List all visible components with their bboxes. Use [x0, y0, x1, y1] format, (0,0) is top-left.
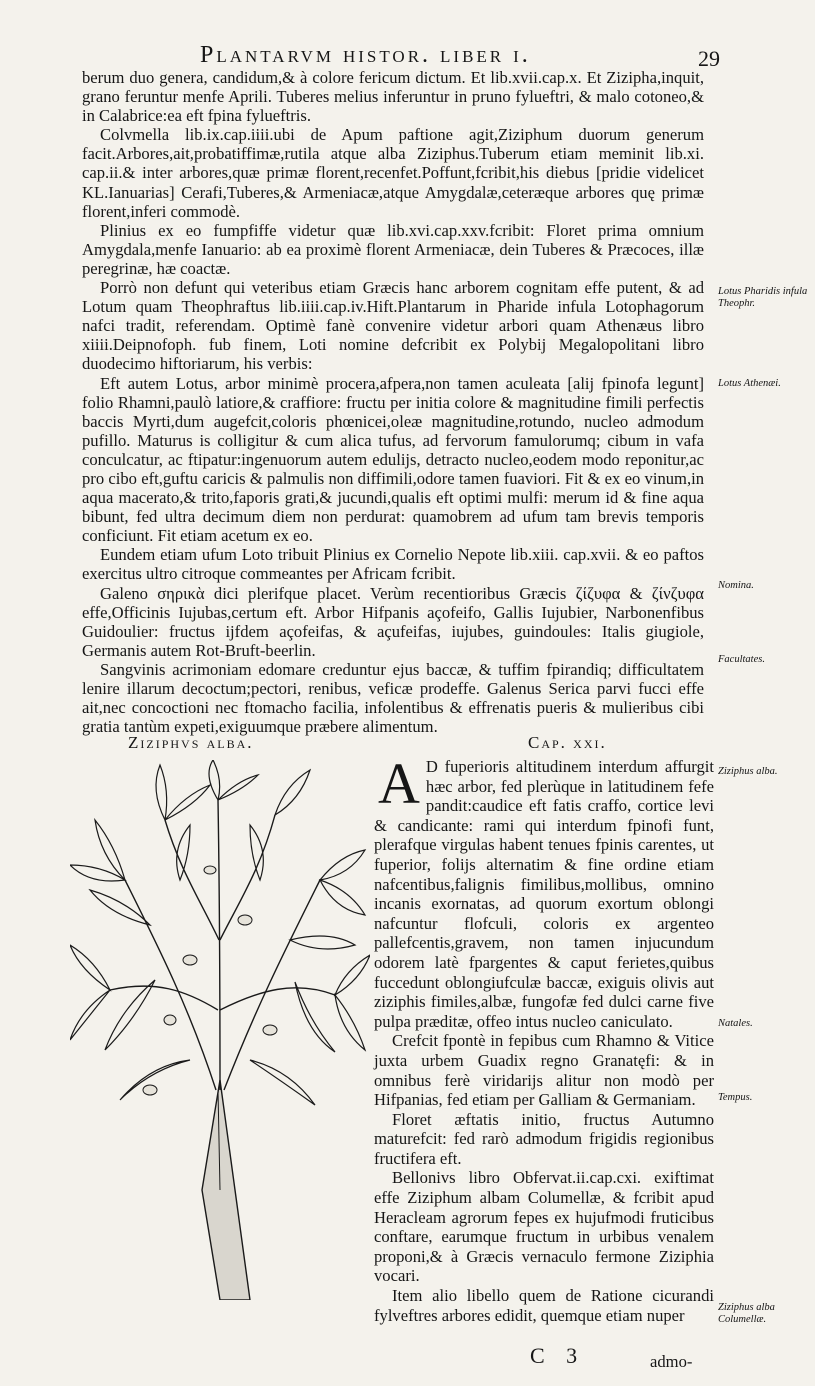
paragraph-plinius: Plinius ex eo fumpfiffe videtur quæ lib.xvi.cap.xxv.fcribit: Floret prima omnium Amygdala,menfe Ianuario: ab ea proximè florent Armeniacæ, dein Tuberes & Præcoces, illæ peregrinæ, hæ coactæ.	[82, 220, 704, 278]
chapter-paragraph-bellonius: Bellonivs libro Obfervat.ii.cap.cxi. exiftimat effe Ziziphum albam Columellæ, & fcribit apud Heracleam agrorum fepes ex hujufmodi fruticibus conftare, earumque fructum in urbibus venalem proponi,& à Græcis vernaculo fermone Ziziphia vocari.	[374, 1168, 714, 1286]
paragraph-galeno-nomina: Galeno σηρικὰ dici plerifque placet. Verùm recentioribus Græcis ζίζυφα & ζίνζυφα effe,Officinis Iujubas,certum eft. Arbor Hifpanis açofeifo, Gallis Iujubier, Narbonenfibus Guidoulier: fructus ijfdem açofeifas, & açufeifas, iujubes, guindoules: Italis giugiole, Germanis autem Rot-Bruft-beerlin.	[82, 583, 704, 660]
upper-text-block	[82, 68, 704, 736]
chapter-paragraph-tempus: Floret æftatis initio, fructus Autumno maturefcit: fed rarò admodum frigidis regionibus fructifera eft.	[374, 1109, 714, 1168]
margin-note-lotus-athenaei: Lotus Athenæi.	[718, 378, 781, 389]
margin-note-facultates: Facultates.	[718, 654, 765, 665]
margin-note-ziziphus-columellae: Ziziphus alba Columellæ.	[718, 1302, 775, 1325]
margin-note-tempus: Tempus.	[718, 1092, 753, 1103]
running-title: Plantarvm histor. liber i.	[200, 42, 531, 68]
figure-title: Ziziphvs alba.	[128, 733, 254, 752]
woodcut-ziziphus-icon	[70, 760, 370, 1300]
margin-note-nomina: Nomina.	[718, 580, 754, 591]
paragraph-lotus-quote: Eft autem Lotus, arbor minimè procera,afpera,non tamen aculeata [alij fpinofa legunt] folio Rhamni,paulò latiore,& craffiore: fructu per initia colore & magnitudine fimili perfectis baccis Myrti,dum augefcit,coloris phœnicei,oleæ magnitudine,rotundo, nucleo admodum pufillo. Maturus is colligitur & cum alica tufus, ad fervorum famulorumq; cibum in vafa conculcatur, ac ftipatur:ingenuorum autem edulijs, detracto nucleo,eodem modo reponitur,ac pro cibo eft,guftu caricis & palmulis non diffimili,odore tamen fuaviori. Fit & ex eo vinum,in aqua macerato,& trito,faporis grati,& jucundi,qualis eft optimi mulfi: merum id & fine aqua bibunt, fed ultra decimum diem non perdurat: quamobrem ad ufum tam brevis temporis conficiunt. Fit etiam acetum ex eo.	[82, 373, 704, 546]
paragraph-eundem: Eundem etiam ufum Loto tribuit Plinius ex Cornelio Nepote lib.xiii. cap.xvii. & eo paftos exercitus ultro citroque commeantes per Africam fcribit.	[82, 545, 704, 584]
paragraph-sanguinis-facultates: Sangvinis acrimoniam edomare creduntur ejus baccæ, & tuffim fpirandiq; difficultatem lenire illarum decoctum;pectori, renibus, veficæ prodeffe. Galenus Serica parvi fucci effe ait,nec concoctioni nec ftomacho facilia, infolentibus & effrenatis pueris & mulieribus cibi gratia tantùm expeti,exiguumque præbere alimentum.	[82, 659, 704, 737]
paragraph-columella: Colvmella lib.ix.cap.iiii.ubi de Apum paftione agit,Ziziphum duorum generum facit.Arbores,ait,probatiffimæ,rutila atque alba Ziziphus.Tuberum etiam meminit lib.xi. cap.ii.& inter arbores,quæ primæ florent,recenfet.Poffunt,fcribit,his diebus [pridie videlicet KL.Ianuarias] Cerafi,Tuberes,& Armeniacæ,atque Amygdalæ,ceteræque arbores quę primæ florent,inferi commodè.	[82, 125, 704, 221]
chapter-paragraph-item: Item alio libello quem de Ratione cicurandi fylveftres arbores edidit, quemque etiam nuper	[374, 1286, 714, 1325]
chapter-paragraph-1-text: D fuperioris altitudinem interdum affurgit hæc arbor, fed plerùque in latitudinem fefe pandit:caudice eft fatis craffo, cortice levi & candicante: rami qui interdum fpinofi funt, plerafque virgulas habent tenues fpinis carentes, ut fuperior, folijs alternatim & fine ordine etiam nafcentibus,falignis fimilibus,mollibus, omnino incanis exornatas, ad quorum exortum oblongi nafcuntur flofculi, coloris ex argenteo pallefcentis,gravem, non tamen injucundum odorem latè fpargentes & caput ferietes,quibus fuccedunt oblongiufculæ baccæ, exiguis olivis aut ziziphis fimiles,albæ, fungofæ fed dulci carne five pulpa præditæ, offeo intus nucleo caniculato.	[374, 757, 714, 1031]
paragraph-porro: Porrò non defunt qui veteribus etiam Græcis hanc arborem cognitam effe putent, & ad Lotum quam Theophraftus lib.iiii.cap.iv.Hift.Plantarum in Pharide infula Lotophagorum nafci tradit, referendam. Optimè fanè convenire videtur arbori quam Athenæus libro xiiii.Deipnofoph. fub finem, Loti nomine defcribit ex Polybij Megalopolitani libro duodecimo hiftoriarum, his verbis:	[82, 278, 704, 374]
margin-note-ziziphus-alba: Ziziphus alba.	[718, 766, 778, 777]
signature-mark: C 3	[530, 1343, 586, 1368]
chapter-heading: Cap. xxi.	[528, 733, 607, 752]
page-number: 29	[698, 46, 720, 71]
margin-note-lotus-pharidis: Lotus Pharidis infula Theophr.	[718, 286, 808, 309]
chapter-paragraph-1	[374, 751, 714, 1031]
catchword: admo-	[650, 1352, 693, 1371]
chapter-paragraph-natales: Crefcit fpontè in fepibus cum Rhamno & Vitice juxta urbem Guadix regno Granatęfi: & in omnibus ferè viridarijs alitur non modò per Hifpanias, fed etiam per Galliam & Germaniam.	[374, 1031, 714, 1110]
margin-note-natales: Natales.	[718, 1018, 753, 1029]
chapter-text	[374, 751, 714, 1325]
dropcap: A	[378, 751, 420, 816]
paragraph-1: berum duo genera, candidum,& à colore fericum dictum. Et lib.xvii.cap.x. Et Zizipha,inquit, grano feruntur menfe Aprili. Tuberes melius inferuntur in pruno fylueftri, & malo cotoneo,& in Calabrice:ea eft fpina fylueftris.	[82, 68, 704, 126]
